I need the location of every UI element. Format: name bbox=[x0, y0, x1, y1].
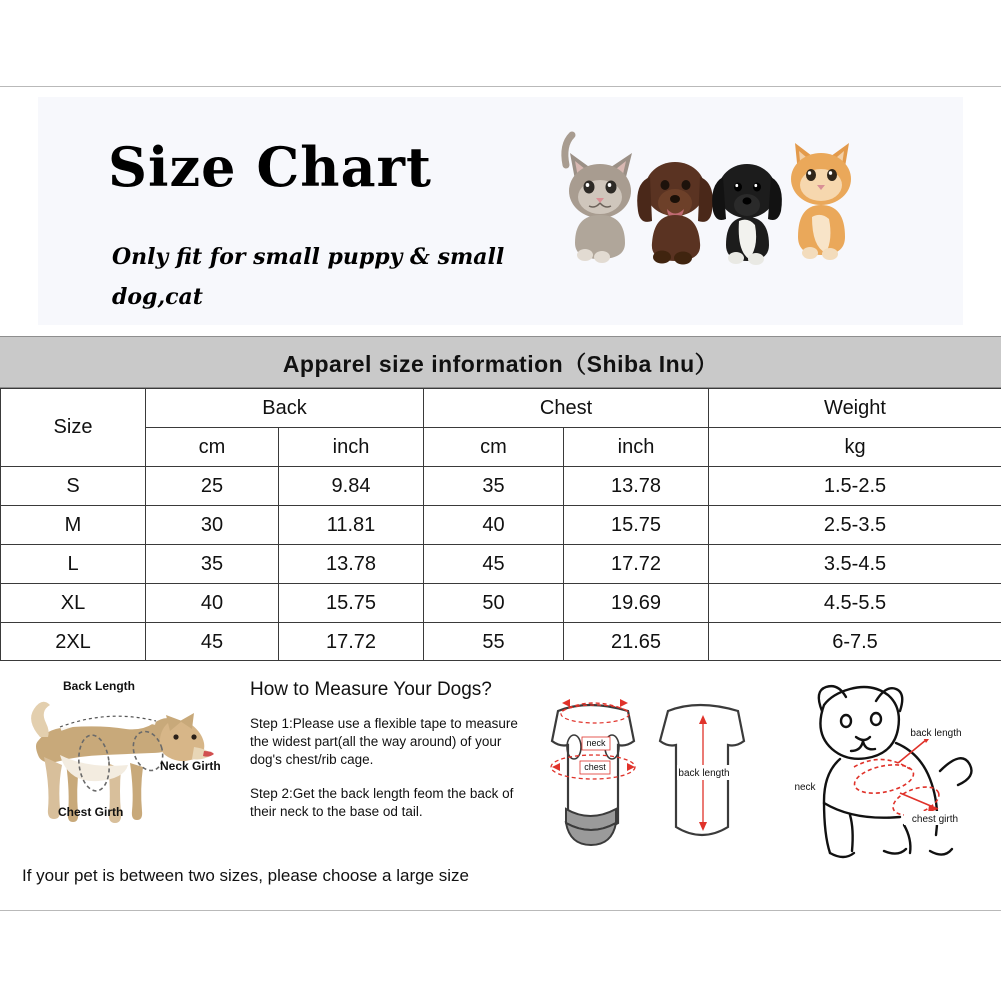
cell-back-inch: 17.72 bbox=[279, 623, 424, 662]
header-size: Size bbox=[1, 389, 146, 467]
label-back-length: Back Length bbox=[63, 679, 136, 693]
cell-back-inch: 15.75 bbox=[279, 584, 424, 623]
cell-back-cm: 35 bbox=[146, 545, 279, 584]
header-back: Back bbox=[146, 389, 424, 428]
cell-chest-inch: 19.69 bbox=[564, 584, 709, 623]
cell-chest-cm: 35 bbox=[424, 467, 564, 506]
cell-size: S bbox=[1, 467, 146, 506]
how-to-measure-heading: How to Measure Your Dogs? bbox=[250, 679, 492, 700]
cell-chest-cm: 55 bbox=[424, 623, 564, 662]
label-chest-girth: Chest Girth bbox=[58, 805, 124, 819]
label-neck-girth: Neck Girth bbox=[160, 759, 221, 773]
shiba-measurement-photo bbox=[8, 671, 238, 846]
table-row bbox=[1, 584, 1001, 623]
cell-chest-inch: 15.75 bbox=[564, 506, 709, 545]
cell-back-inch: 13.78 bbox=[279, 545, 424, 584]
table-row bbox=[1, 506, 1001, 545]
shirt-label-neck: neck bbox=[586, 738, 606, 748]
header-weight: Weight bbox=[709, 389, 1001, 428]
size-table bbox=[0, 388, 1001, 662]
section-title: Apparel size information（Shiba Inu） bbox=[282, 350, 719, 377]
size-table-wrapper bbox=[0, 388, 1001, 660]
kittens-and-puppies-photo bbox=[540, 125, 900, 315]
header-banner bbox=[0, 86, 1001, 336]
cell-chest-cm: 40 bbox=[424, 506, 564, 545]
cell-weight: 4.5-5.5 bbox=[709, 584, 1001, 623]
cell-back-cm: 45 bbox=[146, 623, 279, 662]
shirt-label-back-length: back length bbox=[678, 768, 730, 779]
cell-size: M bbox=[1, 506, 146, 545]
dog-label-chest-girth: chest girth bbox=[911, 814, 959, 825]
table-row bbox=[1, 545, 1001, 584]
banner-subtitle: Only fit for small puppy & small dog,cat bbox=[112, 244, 505, 310]
table-header-row-groups bbox=[1, 389, 1001, 428]
header-chest-cm: cm bbox=[424, 428, 564, 467]
cell-chest-cm: 45 bbox=[424, 545, 564, 584]
cell-size: L bbox=[1, 545, 146, 584]
apparel-size-information-bar bbox=[0, 336, 1001, 388]
table-row bbox=[1, 623, 1001, 662]
header-weight-kg: kg bbox=[709, 428, 1001, 467]
cell-size: 2XL bbox=[1, 623, 146, 662]
cell-chest-inch: 21.65 bbox=[564, 623, 709, 662]
header-chest: Chest bbox=[424, 389, 709, 428]
cell-weight: 2.5-3.5 bbox=[709, 506, 1001, 545]
page-title: Size Chart bbox=[108, 135, 432, 199]
cell-back-cm: 40 bbox=[146, 584, 279, 623]
dog-label-back-length: back length bbox=[910, 728, 962, 739]
header-back-inch: inch bbox=[279, 428, 424, 467]
cell-chest-inch: 17.72 bbox=[564, 545, 709, 584]
header-back-cm: cm bbox=[146, 428, 279, 467]
cell-back-cm: 25 bbox=[146, 467, 279, 506]
how-to-measure-panel bbox=[0, 660, 1001, 911]
cell-back-inch: 11.81 bbox=[279, 506, 424, 545]
cell-weight: 1.5-2.5 bbox=[709, 467, 1001, 506]
cell-back-inch: 9.84 bbox=[279, 467, 424, 506]
cell-weight: 3.5-4.5 bbox=[709, 545, 1001, 584]
how-to-measure-text bbox=[250, 679, 535, 837]
table-header-row-units bbox=[1, 428, 1001, 467]
dog-measurement-diagram bbox=[780, 675, 995, 875]
cell-size: XL bbox=[1, 584, 146, 623]
measure-step-1: Step 1:Please use a flexible tape to measure the widest part(all the way around) of your dog's chest/rib cage. bbox=[250, 716, 518, 767]
apparel-measurement-diagram bbox=[536, 681, 776, 871]
table-row bbox=[1, 467, 1001, 506]
cell-back-cm: 30 bbox=[146, 506, 279, 545]
cell-weight: 6-7.5 bbox=[709, 623, 1001, 662]
header-chest-inch: inch bbox=[564, 428, 709, 467]
measure-step-2: Step 2:Get the back length feom the back of their neck to the base od tail. bbox=[250, 786, 514, 819]
dog-label-neck: neck bbox=[794, 782, 816, 793]
size-advice-footnote: If your pet is between two sizes, please choose a large size bbox=[22, 866, 469, 885]
shirt-label-chest: chest bbox=[584, 762, 606, 772]
cell-chest-inch: 13.78 bbox=[564, 467, 709, 506]
cell-chest-cm: 50 bbox=[424, 584, 564, 623]
